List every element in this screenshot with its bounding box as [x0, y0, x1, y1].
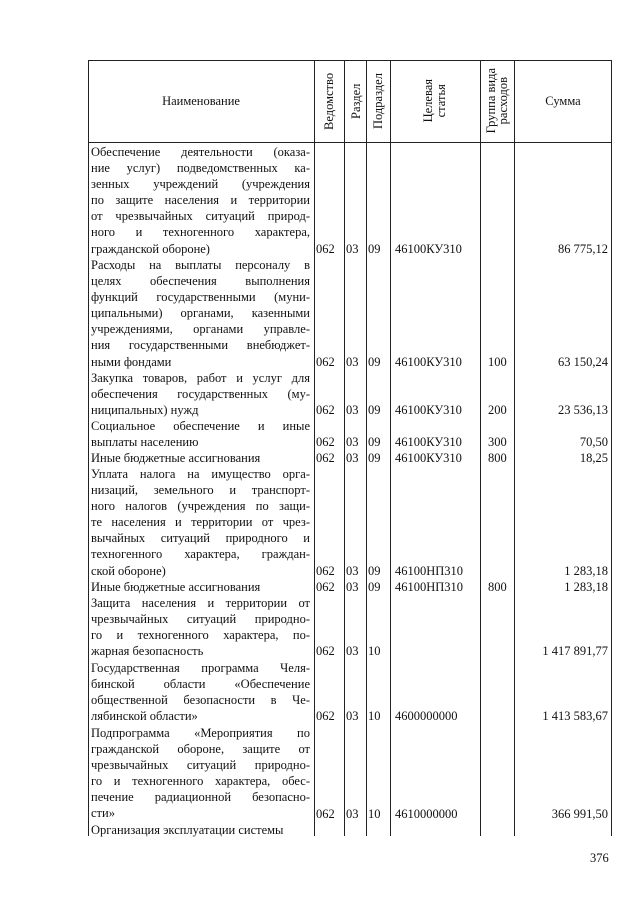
- header-name: Наименование: [162, 93, 240, 108]
- row-name: [91, 370, 310, 418]
- table-header-bottom-border: [88, 142, 612, 143]
- row-name-line: ние услуг) подведомственных ка-: [91, 161, 310, 176]
- row-target: 4600000000: [395, 709, 458, 724]
- row-name-line: Обеспечение деятельности (оказа-: [91, 145, 310, 159]
- row-name-line: ципальными) органами, казенными: [91, 306, 310, 321]
- row-name-line: Социальное обеспечение и иные: [91, 419, 310, 433]
- row-dept: 062: [316, 644, 335, 659]
- row-sum: 1 283,18: [564, 563, 608, 578]
- row-group: 800: [488, 580, 507, 594]
- row-name-line: сти»: [91, 806, 115, 821]
- row-name-line: чрезвычайных ситуаций природно-: [91, 612, 310, 627]
- column-divider: [366, 60, 367, 836]
- row-subsection: 09: [368, 451, 381, 465]
- row-group: 100: [488, 354, 507, 369]
- row-target: 46100КУ310: [395, 354, 462, 369]
- row-name-line: печение радиационной безопасно-: [91, 790, 310, 805]
- row-name-line: Расходы на выплаты персоналу в: [91, 258, 310, 272]
- row-name-line: жарная безопасность: [91, 644, 204, 659]
- row-section: 03: [346, 580, 359, 594]
- page-number: 376: [590, 851, 609, 865]
- row-name-line: Уплата налога на имущество орга-: [91, 467, 310, 481]
- row-section: 03: [346, 403, 359, 418]
- row-section: 03: [346, 354, 359, 369]
- row-dept: 062: [316, 580, 335, 594]
- row-group: 800: [488, 451, 507, 465]
- row-section: 03: [346, 709, 359, 724]
- row-subsection: 10: [368, 644, 381, 659]
- row-section: 03: [346, 563, 359, 578]
- row-section: 03: [346, 644, 359, 659]
- row-sum: 366 991,50: [551, 806, 608, 821]
- row-name-line: низаций, земельного и транспорт-: [91, 483, 310, 498]
- header-section: Раздел: [349, 83, 363, 119]
- row-name-line: выплаты населению: [91, 435, 199, 450]
- row-name-line: лябинской области»: [91, 709, 198, 724]
- row-name-line: по защите населения и территории: [91, 193, 310, 208]
- row-target: 46100КУ310: [395, 241, 462, 256]
- header-subsection: Подраздел: [371, 73, 385, 129]
- header-dept: Ведомство: [322, 72, 336, 130]
- row-target: 46100КУ310: [395, 435, 462, 450]
- row-name-line: целях обеспечения выполнения: [91, 274, 310, 289]
- row-name-line: Защита населения и территории от: [91, 596, 310, 610]
- row-name-line: ного налогов (учреждения по защи-: [91, 499, 310, 514]
- row-name-line: чрезвычайных ситуаций природно-: [91, 758, 310, 773]
- row-name-line: го и техногенного характера, по-: [91, 628, 310, 643]
- row-target: 46100НП310: [395, 580, 464, 594]
- row-dept: 062: [316, 563, 335, 578]
- row-target: 46100КУ310: [395, 403, 462, 418]
- row-name: [91, 418, 310, 450]
- row-target: 46100НП310: [395, 563, 464, 578]
- row-subsection: 09: [368, 241, 381, 256]
- header-target-line1: Целевая: [421, 79, 435, 123]
- row-name-line: ния государственными внебюджет-: [91, 338, 310, 353]
- row-name: [91, 725, 310, 822]
- row-dept: 062: [316, 435, 335, 450]
- row-dept: 062: [316, 451, 335, 465]
- row-subsection: 09: [368, 354, 381, 369]
- row-group: 300: [488, 435, 507, 450]
- row-dept: 062: [316, 806, 335, 821]
- row-name-line: обеспечения государственных (му-: [91, 387, 310, 402]
- row-subsection: 10: [368, 806, 381, 821]
- row-section: 03: [346, 241, 359, 256]
- row-target: 46100КУ310: [395, 451, 462, 465]
- column-divider: [514, 60, 515, 836]
- row-dept: 062: [316, 403, 335, 418]
- row-dept: 062: [316, 354, 335, 369]
- row-name-line: гражданской обороне, защите от: [91, 742, 310, 757]
- row-name-line: зенных учреждений (учреждения: [91, 177, 310, 192]
- row-name: [91, 660, 310, 724]
- header-group-line2: расходов: [496, 77, 510, 125]
- row-subsection: 09: [368, 403, 381, 418]
- column-divider: [344, 60, 345, 836]
- row-name-line: Иные бюджетные ассигнования: [91, 451, 261, 465]
- row-name: [91, 450, 310, 466]
- header-sum: Сумма: [545, 93, 581, 108]
- row-subsection: 09: [368, 435, 381, 450]
- row-name-line: Организация эксплуатации системы: [91, 823, 284, 837]
- row-name-line: ской обороне): [91, 563, 166, 578]
- row-name: [91, 579, 310, 595]
- row-name-line: вычайных ситуаций природного и: [91, 531, 310, 546]
- row-dept: 062: [316, 709, 335, 724]
- header-group-line1: Группа вида: [484, 68, 498, 134]
- row-name-line: функций государственными (муни-: [91, 290, 310, 305]
- row-section: 03: [346, 451, 359, 465]
- row-name-line: ными фондами: [91, 354, 172, 369]
- header-group: [480, 60, 514, 142]
- row-sum: 1 417 891,77: [542, 644, 608, 659]
- column-divider: [480, 60, 481, 836]
- row-name-line: го и техногенного характера, обес-: [91, 774, 310, 789]
- header-target: [390, 60, 480, 142]
- row-dept: 062: [316, 241, 335, 256]
- header-target-line2: статья: [434, 84, 448, 118]
- row-subsection: 10: [368, 709, 381, 724]
- row-name: [91, 144, 310, 257]
- row-sum: 63 150,24: [558, 354, 608, 369]
- row-name: [91, 595, 310, 659]
- row-name-line: Государственная программа Челя-: [91, 661, 310, 675]
- row-sum: 18,25: [579, 451, 608, 465]
- row-subsection: 09: [368, 580, 381, 594]
- row-name-line: от чрезвычайных ситуаций природ-: [91, 209, 310, 224]
- row-sum: 23 536,13: [558, 403, 608, 418]
- row-section: 03: [346, 435, 359, 450]
- column-divider: [314, 60, 315, 836]
- column-divider: [390, 60, 391, 836]
- row-name: [91, 466, 310, 579]
- row-name-line: общественной безопасности в Че-: [91, 693, 310, 708]
- row-sum: 70,50: [579, 435, 608, 450]
- row-name-line: те населения и территории от чрез-: [91, 515, 310, 530]
- row-name-line: бинской области «Обеспечение: [91, 677, 310, 692]
- row-name-line: гражданской обороне): [91, 241, 210, 256]
- row-target: 4610000000: [395, 806, 458, 821]
- row-name-line: ного и техногенного характера,: [91, 225, 310, 240]
- row-name: [91, 822, 310, 838]
- row-name-line: Иные бюджетные ассигнования: [91, 580, 261, 594]
- row-sum: 1 413 583,67: [542, 709, 608, 724]
- table-left-border: [88, 60, 89, 836]
- row-sum: 1 283,18: [564, 580, 608, 594]
- row-name-line: ниципальных) нужд: [91, 403, 199, 418]
- row-group: 200: [488, 403, 507, 418]
- table-right-border: [611, 60, 612, 836]
- row-subsection: 09: [368, 563, 381, 578]
- budget-table: [88, 60, 612, 836]
- row-name-line: техногенного характера, граждан-: [91, 547, 310, 562]
- row-name-line: Подпрограмма «Мероприятия по: [91, 726, 310, 740]
- row-name: [91, 257, 310, 370]
- row-name-line: Закупка товаров, работ и услуг для: [91, 371, 310, 385]
- row-section: 03: [346, 806, 359, 821]
- row-name-line: учреждениями, органами управле-: [91, 322, 310, 337]
- row-sum: 86 775,12: [558, 241, 608, 256]
